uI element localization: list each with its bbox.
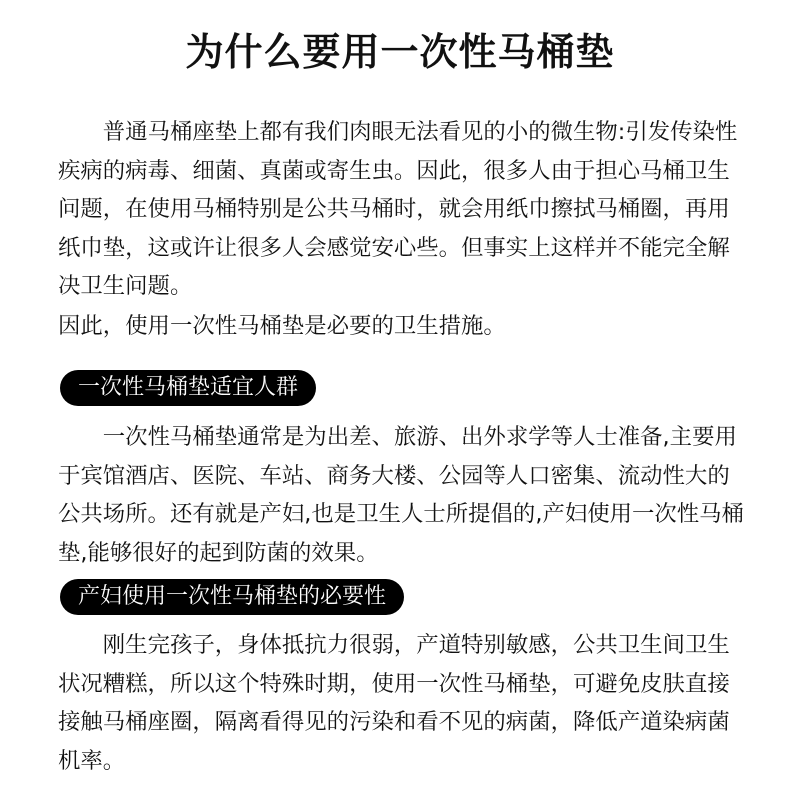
page-title: 为什么要用一次性马桶垫 [185,30,615,74]
section-heading-target-users: 一次性马桶垫适宜人群 [60,370,316,406]
section-body-postpartum: 刚生完孩子，身体抵抗力很弱，产道特别敏感，公共卫生间卫生状况糟糕，所以这个特殊时期，使用一次性马桶垫，可避免皮肤直接接触马桶座圈，隔离看得见的污染和看不见的病菌，降低产道染病菌机率。 [58,632,730,774]
section-body-target-users: 一次性马桶垫通常是为出差、旅游、出外求学等人士准备,主要用于宾馆酒店、医院、车站、商务大楼、公园等人口密集、流动性大的公共场所。还有就是产妇,也是卫生人士所提倡的,产妇使用一次性马桶垫,能够很好的起到防菌的效果。 [58,424,744,566]
section-heading-postpartum: 产妇使用一次性马桶垫的必要性 [60,579,404,615]
intro-paragraph: 普通马桶座垫上都有我们肉眼无法看见的小的微生物:引发传染性疾病的病毒、细菌、真菌或寄生虫。因此，很多人由于担心马桶卫生问题，在使用马桶特别是公共马桶时，就会用纸巾擦拭马桶圈，再用纸巾垫，这或许让很多人会感觉安心些。但事实上这样并不能完全解决卫生问题。 [58,119,738,299]
intro-conclusion: 因此，使用一次性马桶垫是必要的卫生措施。 [58,313,506,339]
